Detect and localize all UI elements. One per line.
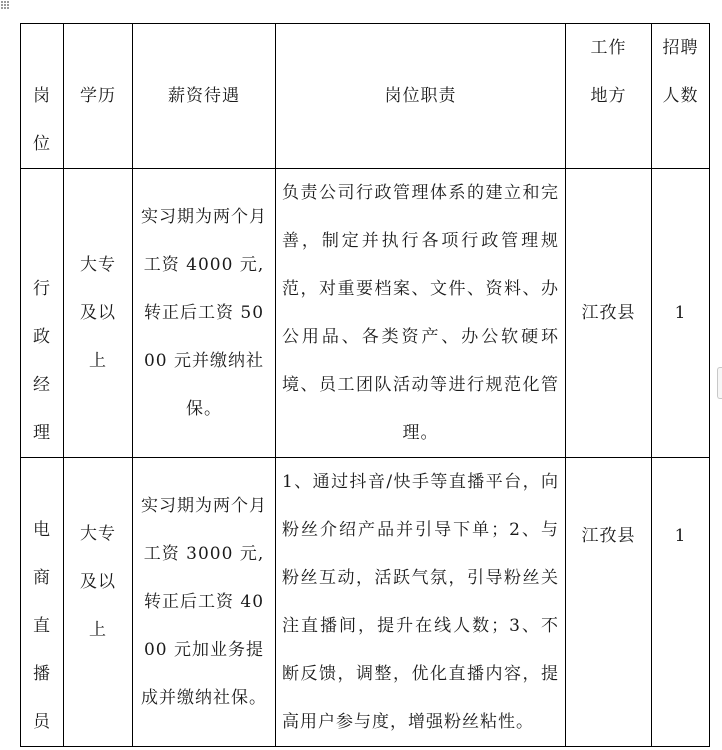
- cell-duties: 1、通过抖音/快手等直播平台，向粉丝介绍产品并引导下单；2、与粉丝互动，活跃气氛，引导粉丝关注直播间，提升在线人数；3、不断反馈，调整，优化直播内容，提高用户参与度，增强粉丝粘性。: [276, 458, 566, 747]
- table-row: [21, 458, 710, 747]
- cell-education: 大专及以上: [64, 169, 133, 458]
- scroll-side-tab[interactable]: [717, 367, 722, 399]
- header-headcount: 招聘人数: [652, 24, 710, 169]
- cell-position: 电商直播员: [21, 458, 64, 747]
- table-header-row: [21, 24, 710, 169]
- cell-salary: 实习期为两个月工资 4000 元,转正后工资 5000 元并缴纳社保。: [133, 169, 276, 458]
- table-row: [21, 169, 710, 458]
- header-salary: 薪资待遇: [133, 24, 276, 169]
- recruitment-table: [20, 23, 710, 747]
- header-position: 岗位: [21, 24, 64, 169]
- cell-education: 大专及以上: [64, 458, 133, 747]
- header-duties: 岗位职责: [276, 24, 566, 169]
- table-move-handle-icon[interactable]: [1, 1, 11, 11]
- cell-headcount: 1: [652, 458, 710, 747]
- header-location: 工作地方: [566, 24, 652, 169]
- cell-headcount: 1: [652, 169, 710, 458]
- cell-salary: 实习期为两个月工资 3000 元,转正后工资 4000 元加业务提成并缴纳社保。: [133, 458, 276, 747]
- cell-duties: 负责公司行政管理体系的建立和完善，制定并执行各项行政管理规范，对重要档案、文件、资料、办公用品、各类资产、办公软硬环境、员工团队活动等进行规范化管理。: [276, 169, 566, 458]
- cell-location: 江孜县: [566, 169, 652, 458]
- header-education: 学历: [64, 24, 133, 169]
- cell-position: 行政经理: [21, 169, 64, 458]
- cell-location: 江孜县: [566, 458, 652, 747]
